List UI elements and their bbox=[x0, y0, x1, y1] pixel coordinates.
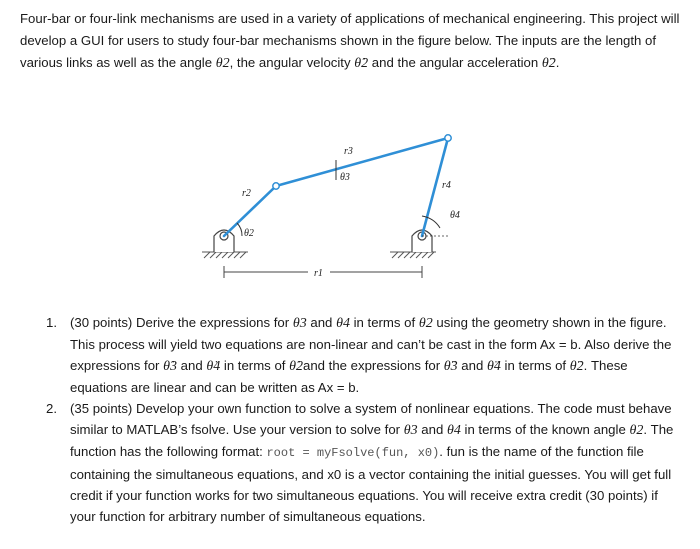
question-2-number: 2. bbox=[46, 401, 57, 416]
label-theta4: θ4 bbox=[450, 210, 460, 221]
theta2-dot-symbol: θ̇2 bbox=[289, 359, 303, 374]
intro-text-2: , the angular velocity bbox=[229, 55, 355, 70]
q1-text: . These equations are linear and can be written as Ax = b. bbox=[70, 358, 628, 395]
q1-text: in terms of bbox=[220, 358, 290, 373]
question-list bbox=[20, 312, 680, 527]
joint-a bbox=[273, 183, 279, 189]
q1-text: in terms of bbox=[349, 315, 419, 330]
theta2-symbol: θ2 bbox=[629, 423, 644, 438]
theta2-symbol: θ2 bbox=[215, 56, 230, 71]
label-r2: r2 bbox=[242, 188, 251, 199]
theta3-dot-symbol: θ̇3 bbox=[163, 359, 177, 374]
intro-text-3: and the angular acceleration bbox=[368, 55, 542, 70]
label-r3: r3 bbox=[344, 146, 353, 157]
theta4-ddot-symbol: θ̈4 bbox=[486, 359, 501, 374]
q1-text: and bbox=[457, 358, 487, 373]
q2-text: (35 points) Develop your own function to solve a system of nonlinear equations. The code must behave similar to MATLAB’s fsolve. Use your version to solve for bbox=[70, 401, 672, 437]
question-1-number: 1. bbox=[46, 315, 57, 330]
label-theta3: θ3 bbox=[340, 172, 350, 183]
theta3-ddot-symbol: θ̈3 bbox=[443, 359, 458, 374]
theta4-dot-symbol: θ̇4 bbox=[206, 359, 221, 374]
label-r4: r4 bbox=[442, 180, 451, 191]
joint-b bbox=[445, 135, 451, 141]
ground-left bbox=[202, 252, 248, 258]
theta4-symbol: θ4 bbox=[446, 423, 461, 438]
theta2-arc bbox=[237, 223, 242, 236]
links bbox=[224, 138, 448, 236]
q1-text: in terms of bbox=[500, 358, 570, 373]
theta2-symbol: θ2 bbox=[418, 316, 433, 331]
intro-text-1: Four-bar or four-link mechanisms are used in a variety of applications of mechanical engineering. This project will develop a GUI for users to study four-bar mechanisms shown in the figure below. The inputs are the length of various links as well as the angle bbox=[20, 11, 680, 70]
r1-dimension bbox=[224, 266, 422, 278]
q2-text: . The function has the following format: bbox=[70, 422, 674, 459]
label-r1: r1 bbox=[314, 268, 323, 279]
q2-text: in terms of the known angle bbox=[460, 422, 630, 437]
ground-right bbox=[390, 252, 436, 258]
question-1 bbox=[20, 312, 680, 398]
question-2 bbox=[20, 398, 680, 527]
q1-text: using the geometry shown in the figure. This process will yield two equations are non-linear and can’t be cast in the form Ax = b. Also derive the expressions for bbox=[70, 315, 672, 373]
theta3-symbol: θ3 bbox=[403, 423, 418, 438]
theta3-symbol: θ3 bbox=[292, 316, 307, 331]
theta4-symbol: θ4 bbox=[336, 316, 350, 331]
four-bar-mechanism-figure bbox=[190, 118, 490, 298]
q1-text: and bbox=[176, 358, 207, 373]
q1-text: (30 points) Derive the expressions for bbox=[70, 315, 293, 330]
q2-text: and bbox=[417, 422, 447, 437]
theta2-ddot-symbol: θ̈2 bbox=[569, 359, 584, 374]
intro-text-4: . bbox=[555, 55, 560, 70]
theta2-ddot-symbol: θ̈2 bbox=[541, 56, 556, 71]
q1-text: and bbox=[306, 315, 337, 330]
link-r3 bbox=[276, 138, 448, 186]
label-theta2: θ2 bbox=[244, 228, 254, 239]
pivot-left bbox=[214, 230, 234, 252]
mechanism-diagram bbox=[190, 118, 490, 298]
theta2-dot-symbol: θ̇2 bbox=[354, 56, 369, 71]
function-signature-code: root = myFsolve(fun, x0) bbox=[266, 446, 440, 460]
q2-text: . fun is the name of the function file containing the simultaneous equations, and x0 is a vector containing the initial guesses. You will get full credit if your function works for two simultaneous equations. You will receive extra credit (30 points) if your function for arbitrary number of simultaneous equations. bbox=[70, 444, 672, 524]
q1-text: and the expressions for bbox=[303, 358, 444, 373]
intro-paragraph bbox=[20, 8, 680, 75]
